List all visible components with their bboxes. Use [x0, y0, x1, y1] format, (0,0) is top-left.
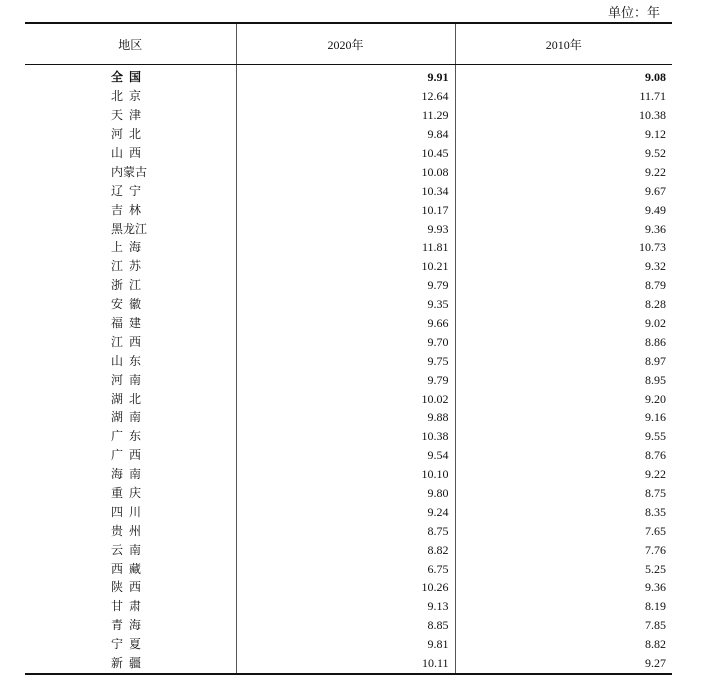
table-row: [25, 295, 672, 314]
value-2020-cell: 10.08: [236, 162, 455, 181]
value-2010-cell: 10.73: [455, 238, 672, 257]
value-2020-cell: 9.75: [236, 351, 455, 370]
value-2010-cell: 9.27: [455, 654, 672, 674]
value-2010-cell: 8.95: [455, 370, 672, 389]
table-row: [25, 200, 672, 219]
value-2010-cell: 8.19: [455, 597, 672, 616]
unit-label: 单位：年: [607, 5, 660, 20]
value-2020-cell: 9.88: [236, 408, 455, 427]
value-2020-cell: 9.70: [236, 332, 455, 351]
table-row: [25, 144, 672, 163]
value-2010-cell: 9.12: [455, 125, 672, 144]
value-2010-cell: 9.08: [455, 65, 672, 87]
value-2010-cell: 9.55: [455, 427, 672, 446]
region-cell: 湖 北: [111, 391, 142, 406]
header-row: [25, 23, 672, 65]
region-cell: 广 东: [111, 429, 142, 444]
region-cell: 广 西: [111, 448, 142, 463]
region-cell: 甘 肃: [111, 599, 142, 614]
value-2020-cell: 9.84: [236, 125, 455, 144]
region-cell: 内蒙古: [111, 164, 148, 179]
value-2020-cell: 8.85: [236, 616, 455, 635]
value-2020-cell: 10.11: [236, 654, 455, 674]
value-2010-cell: 9.02: [455, 314, 672, 333]
region-cell: 贵 州: [111, 523, 142, 538]
value-2010-cell: 8.86: [455, 332, 672, 351]
region-cell: 江 西: [111, 334, 142, 349]
value-2010-cell: 7.76: [455, 540, 672, 559]
table-row: [25, 427, 672, 446]
value-2020-cell: 10.10: [236, 465, 455, 484]
region-cell: 上 海: [111, 240, 142, 255]
value-2010-cell: 8.97: [455, 351, 672, 370]
value-2010-cell: 8.82: [455, 635, 672, 654]
table-row: [25, 332, 672, 351]
table-row: [25, 162, 672, 181]
header-2010: 2010年: [455, 23, 672, 65]
region-cell: 山 东: [111, 353, 142, 368]
value-2010-cell: 9.67: [455, 181, 672, 200]
value-2010-cell: 9.32: [455, 257, 672, 276]
table-row: [25, 181, 672, 200]
value-2010-cell: 8.79: [455, 276, 672, 295]
region-cell: 海 南: [111, 467, 142, 482]
value-2010-cell: 7.65: [455, 521, 672, 540]
value-2020-cell: 10.45: [236, 144, 455, 163]
table-row: [25, 446, 672, 465]
table-row: [25, 314, 672, 333]
region-cell: 新 疆: [25, 654, 236, 674]
value-2010-cell: 10.38: [455, 106, 672, 125]
table-row: [25, 87, 672, 106]
table-row: [25, 238, 672, 257]
table-row: [25, 389, 672, 408]
region-cell: 山 西: [111, 146, 142, 160]
value-2020-cell: 11.81: [236, 238, 455, 257]
value-2020-cell: 10.26: [236, 578, 455, 597]
table-row: [25, 65, 672, 87]
value-2010-cell: 8.75: [455, 484, 672, 503]
value-2010-cell: 7.85: [455, 616, 672, 635]
table-row: [25, 559, 672, 578]
region-cell: 河 南: [111, 372, 142, 387]
value-2010-cell: 8.35: [455, 502, 672, 521]
region-cell: 辽 宁: [111, 183, 142, 198]
region-cell: 河 北: [111, 127, 142, 142]
region-cell: 重 庆: [111, 486, 142, 501]
value-2020-cell: 9.91: [236, 65, 455, 87]
value-2020-cell: 11.29: [236, 106, 455, 125]
value-2020-cell: 9.24: [236, 502, 455, 521]
region-cell: 全 国: [111, 70, 142, 85]
region-cell: 北 京: [111, 89, 142, 104]
table-row: [25, 125, 672, 144]
header-region: 地区: [25, 23, 236, 65]
value-2010-cell: 9.49: [455, 200, 672, 219]
region-cell: 安 徽: [111, 297, 142, 312]
table-row: [25, 597, 672, 616]
value-2020-cell: 10.34: [236, 181, 455, 200]
value-2010-cell: 9.52: [455, 144, 672, 163]
value-2020-cell: 8.75: [236, 521, 455, 540]
table-row: [25, 465, 672, 484]
value-2020-cell: 10.21: [236, 257, 455, 276]
value-2020-cell: 8.82: [236, 540, 455, 559]
value-2010-cell: 9.36: [455, 578, 672, 597]
education-years-table: [25, 22, 672, 675]
value-2020-cell: 9.79: [236, 370, 455, 389]
value-2010-cell: 8.76: [455, 446, 672, 465]
value-2020-cell: 9.35: [236, 295, 455, 314]
region-cell: 云 南: [111, 542, 142, 557]
value-2010-cell: 11.71: [455, 87, 672, 106]
region-cell: 青 海: [111, 618, 142, 633]
table-row: [25, 219, 672, 238]
table-row: [25, 257, 672, 276]
region-cell: 西 藏: [111, 561, 142, 576]
value-2020-cell: 9.80: [236, 484, 455, 503]
region-cell: 黑龙江: [111, 221, 148, 236]
value-2010-cell: 9.22: [455, 465, 672, 484]
table-row: [25, 408, 672, 427]
region-cell: 福 建: [111, 316, 142, 331]
value-2020-cell: 10.17: [236, 200, 455, 219]
value-2010-cell: 8.28: [455, 295, 672, 314]
value-2020-cell: 9.93: [236, 219, 455, 238]
region-cell: 浙 江: [111, 278, 142, 293]
value-2020-cell: 6.75: [236, 559, 455, 578]
table-row: [25, 654, 672, 674]
value-2020-cell: 10.38: [236, 427, 455, 446]
value-2010-cell: 9.20: [455, 389, 672, 408]
value-2010-cell: 5.25: [455, 559, 672, 578]
header-2020: 2020年: [236, 23, 455, 65]
region-cell: 四 川: [111, 504, 142, 519]
table-body: [25, 65, 672, 674]
value-2020-cell: 12.64: [236, 87, 455, 106]
value-2010-cell: 9.16: [455, 408, 672, 427]
table-row: [25, 578, 672, 597]
value-2020-cell: 9.81: [236, 635, 455, 654]
value-2020-cell: 9.13: [236, 597, 455, 616]
value-2020-cell: 9.79: [236, 276, 455, 295]
table-row: [25, 540, 672, 559]
table-row: [25, 484, 672, 503]
value-2020-cell: 10.02: [236, 389, 455, 408]
value-2020-cell: 9.54: [236, 446, 455, 465]
region-cell: 湖 南: [111, 410, 142, 425]
region-cell: 天 津: [111, 108, 142, 123]
table-row: [25, 276, 672, 295]
region-cell: 吉 林: [111, 202, 142, 217]
region-cell: 宁 夏: [111, 637, 142, 652]
table-row: [25, 502, 672, 521]
table-row: [25, 351, 672, 370]
value-2010-cell: 9.36: [455, 219, 672, 238]
region-cell: 陕 西: [111, 580, 142, 595]
table-row: [25, 106, 672, 125]
table-row: [25, 616, 672, 635]
value-2020-cell: 9.66: [236, 314, 455, 333]
table-row: [25, 370, 672, 389]
table-row: [25, 521, 672, 540]
value-2010-cell: 9.22: [455, 162, 672, 181]
table-row: [25, 635, 672, 654]
region-cell: 江 苏: [111, 259, 142, 274]
